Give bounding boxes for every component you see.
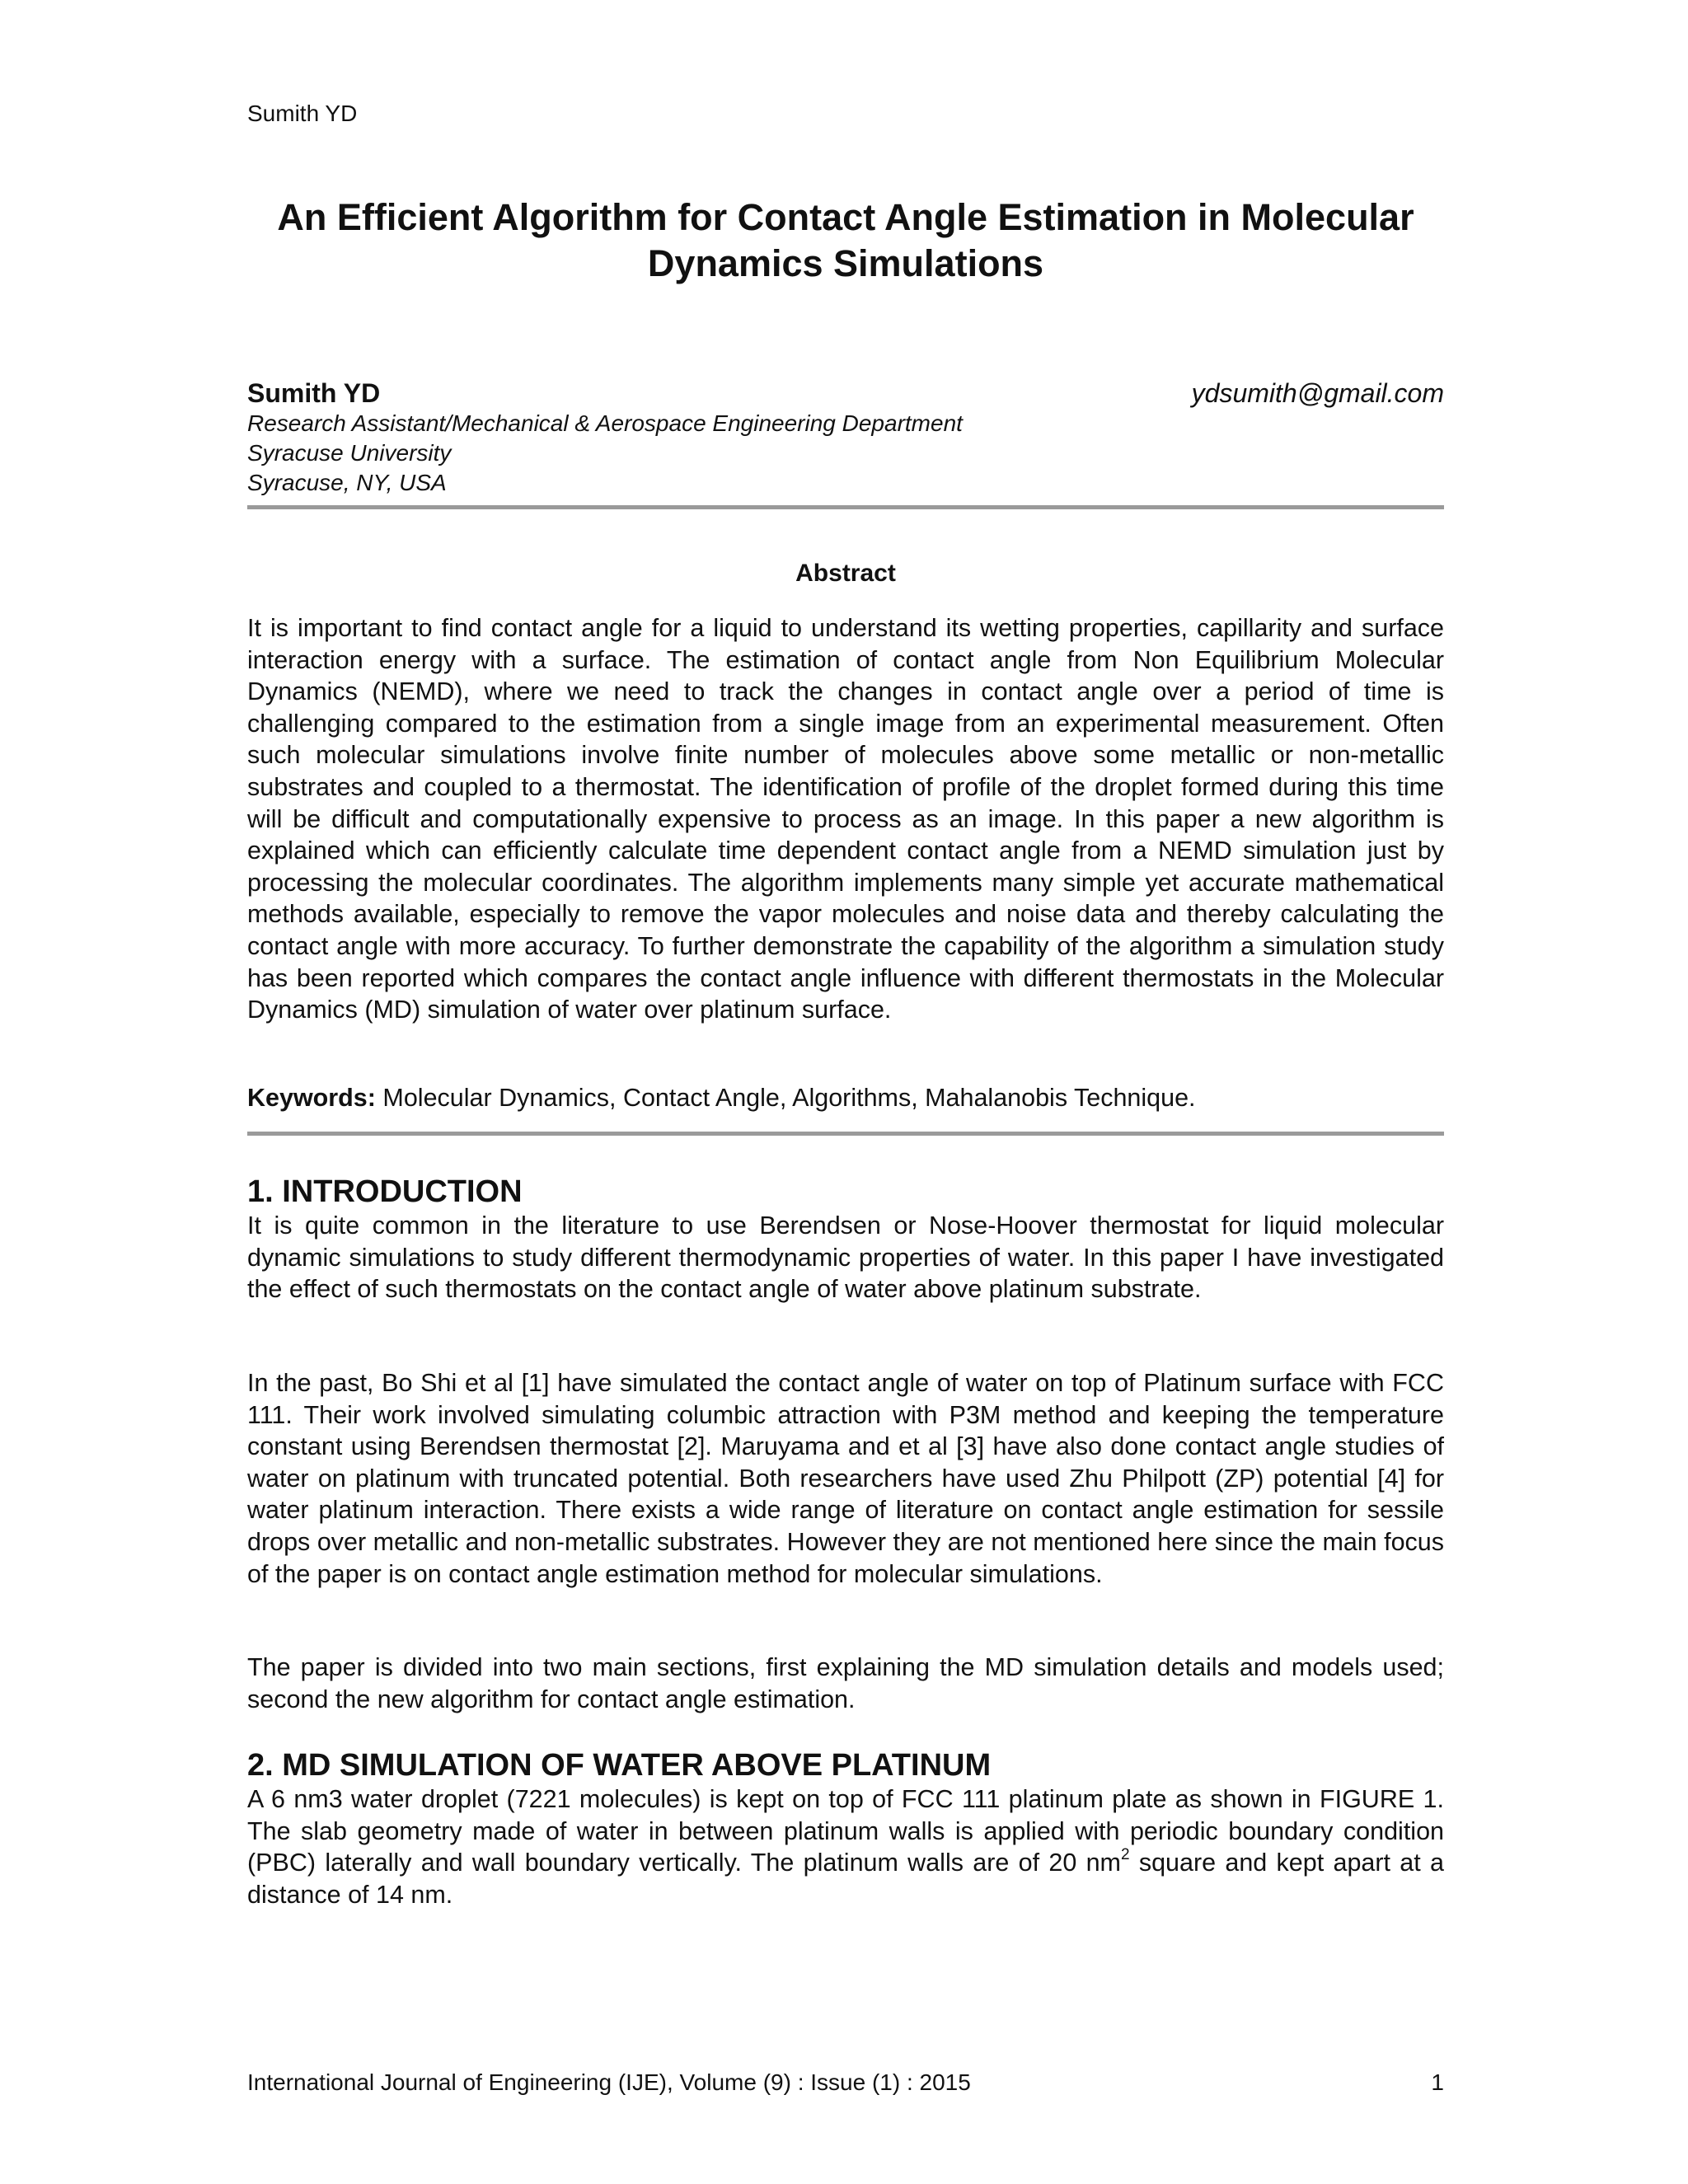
abstract-heading: Abstract bbox=[795, 560, 896, 587]
page-number: 1 bbox=[1431, 2069, 1444, 2095]
section-heading-md-simulation: 2. MD SIMULATION OF WATER ABOVE PLATINUM bbox=[247, 1748, 992, 1783]
section-heading-introduction: 1. INTRODUCTION bbox=[247, 1174, 523, 1209]
intro-paragraph: The paper is divided into two main sections, first explaining the MD simulation details and models used; second the new algorithm for contact angle estimation. bbox=[247, 1653, 1444, 1713]
header-divider bbox=[247, 505, 1444, 509]
paper-title: An Efficient Algorithm for Contact Angle Estimation in Molecular Dynamics Simulations bbox=[277, 196, 1414, 284]
author-block bbox=[247, 377, 1444, 498]
author-email[interactable]: ydsumith@gmail.com bbox=[1191, 378, 1444, 408]
md-simulation-paragraph bbox=[247, 1783, 1444, 1910]
affiliation-line: Research Assistant/Mechanical & Aerospace Engineering Department bbox=[247, 410, 963, 436]
keywords-text: Molecular Dynamics, Contact Angle, Algorithms, Mahalanobis Technique. bbox=[382, 1084, 1196, 1112]
footer-journal: International Journal of Engineering (IJE), Volume (9) : Issue (1) : 2015 bbox=[247, 2069, 971, 2095]
affiliation-line: Syracuse, NY, USA bbox=[247, 470, 447, 495]
abstract-text: It is important to find contact angle for a liquid to understand its wetting properties, capillarity and surface interaction energy with a surface. The estimation of contact angle from Non Equilibrium Molecular Dynamics (NEMD), where we need to track the changes in contact angle over a period of time is challenging compared to the estimation from a single image from an experimental measurement. Often such molecular simulations involve finite number of molecules above some metallic or non-metallic substrates and coupled to a thermostat. The identification of profile of the droplet formed during this time will be difficult and computationally expensive to process as an image. In this paper a new algorithm is explained which can efficiently calculate time dependent contact angle from a NEMD simulation just by processing the molecular coordinates. The algorithm implements many simple yet accurate mathematical methods available, especially to remove the vapor molecules and noise data and thereby calculating the contact angle with more accuracy. To further demonstrate the capability of the algorithm a simulation study has been reported which compares the contact angle influence with different thermostats in the Molecular Dynamics (MD) simulation of water over platinum surface. bbox=[247, 614, 1444, 1024]
md-simulation-text: A 6 nm3 water droplet (7221 molecules) is kept on top of FCC 111 platinum plate as shown in FIGURE 1. The slab geometry made of water in between platinum walls is applied with periodic boundary condition (PBC) laterally and wall boundary vertically. The platinum walls are of 20 nm bbox=[247, 1785, 1444, 1877]
intro-paragraph: In the past, Bo Shi et al [1] have simulated the contact angle of water on top of Platinum surface with FCC 111. Their work involved simulating columbic attraction with P3M method and keeping the temperature constant using Berendsen thermostat [2]. Maruyama and et al [3] have also done contact angle studies of water on platinum with truncated potential. Both researchers have used Zhu Philpott (ZP) potential [4] for water platinum interaction. There exists a wide range of literature on contact angle estimation for sessile drops over metallic and non-metallic substrates. However they are not mentioned here since the main focus of the paper is on contact angle estimation method for molecular simulations. bbox=[247, 1369, 1444, 1588]
superscript: 2 bbox=[1120, 1846, 1130, 1864]
keywords-line bbox=[247, 1082, 1444, 1114]
author-name: Sumith YD bbox=[247, 378, 381, 408]
abstract-divider bbox=[247, 1132, 1444, 1136]
md-simulation-text-tail: square and kept apart at a distance of 14 nm. bbox=[247, 1849, 1444, 1909]
keywords-label: Keywords: bbox=[247, 1084, 376, 1112]
page-footer bbox=[247, 2069, 1444, 2097]
affiliation-line: Syracuse University bbox=[247, 440, 452, 466]
intro-paragraph: It is quite common in the literature to use Berendsen or Nose-Hoover thermostat for liquid molecular dynamic simulations to study different thermodynamic properties of water. In this paper I have investigated the effect of such thermostats on the contact angle of water above platinum substrate. bbox=[247, 1212, 1444, 1304]
running-head: Sumith YD bbox=[247, 101, 358, 126]
